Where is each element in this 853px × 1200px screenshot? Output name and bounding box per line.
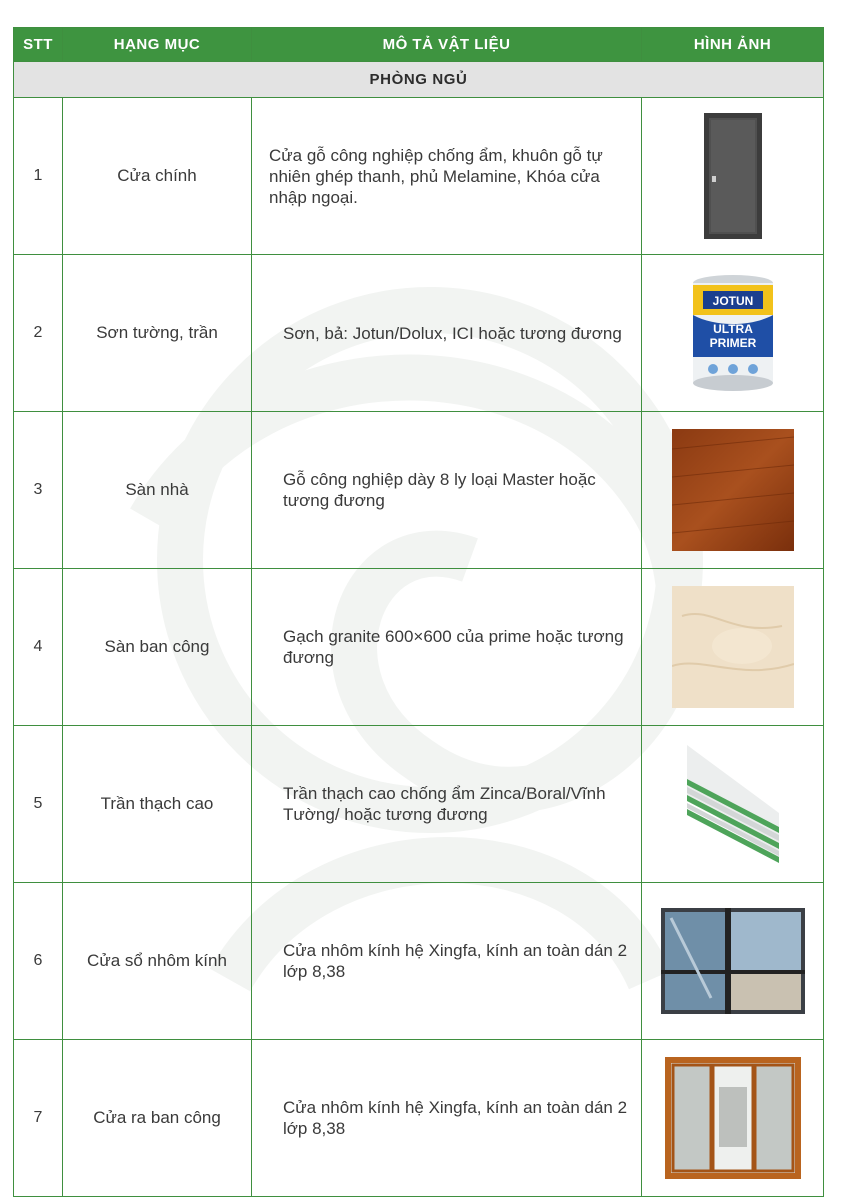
- row-item: Cửa sổ nhôm kính: [63, 883, 252, 1040]
- balcony-door-image: [665, 1057, 801, 1179]
- door-image: [703, 112, 763, 240]
- table-row: [14, 98, 824, 255]
- row-number: 3: [14, 412, 63, 569]
- table-row: [14, 255, 824, 412]
- table-row: [14, 883, 824, 1040]
- header-category: HẠNG MỤC: [63, 28, 252, 62]
- header-stt: STT: [14, 28, 63, 62]
- header-image: HÌNH ẢNH: [642, 28, 824, 62]
- row-item: Trần thạch cao: [63, 726, 252, 883]
- row-number: 4: [14, 569, 63, 726]
- header-description: MÔ TẢ VẬT LIỆU: [252, 28, 642, 62]
- row-number: 7: [14, 1040, 63, 1197]
- row-item: Sàn nhà: [63, 412, 252, 569]
- granite-tile-image: [672, 586, 794, 708]
- table-row: [14, 412, 824, 569]
- table-row: [14, 569, 824, 726]
- table-header-row: [14, 28, 824, 62]
- section-title: PHÒNG NGỦ: [14, 62, 824, 98]
- row-number: 6: [14, 883, 63, 1040]
- row-number: 5: [14, 726, 63, 883]
- row-item: Cửa ra ban công: [63, 1040, 252, 1197]
- row-description: Cửa gỗ công nghiệp chống ẩm, khuôn gỗ tự nhiên ghép thanh, phủ Melamine, Khóa cửa nhập ngoại.: [252, 98, 642, 255]
- wood-floor-image: [672, 429, 794, 551]
- row-description: Cửa nhôm kính hệ Xingfa, kính an toàn dán 2 lớp 8,38: [252, 883, 642, 1040]
- product-line-2: PRIMER: [709, 336, 756, 350]
- row-item: Sơn tường, trần: [63, 255, 252, 412]
- row-item: Cửa chính: [63, 98, 252, 255]
- aluminum-window-image: [661, 908, 805, 1014]
- paint-bucket-image: [685, 271, 781, 395]
- table-row: [14, 726, 824, 883]
- row-description: Sơn, bả: Jotun/Dolux, ICI hoặc tương đương: [252, 255, 642, 412]
- row-number: 2: [14, 255, 63, 412]
- row-number: 1: [14, 98, 63, 255]
- product-line-1: ULTRA: [712, 322, 753, 336]
- row-description: Gạch granite 600×600 của prime hoặc tương đương: [252, 569, 642, 726]
- materials-table: [13, 27, 824, 1197]
- section-row: [14, 62, 824, 98]
- row-description: Cửa nhôm kính hệ Xingfa, kính an toàn dán 2 lớp 8,38: [252, 1040, 642, 1197]
- gypsum-board-image: [681, 743, 785, 865]
- row-description: Trần thạch cao chống ẩm Zinca/Boral/Vĩnh Tường/ hoặc tương đương: [252, 726, 642, 883]
- row-description: Gỗ công nghiệp dày 8 ly loại Master hoặc tương đương: [252, 412, 642, 569]
- table-row: [14, 1040, 824, 1197]
- brand-label: JOTUN: [712, 294, 753, 308]
- row-item: Sàn ban công: [63, 569, 252, 726]
